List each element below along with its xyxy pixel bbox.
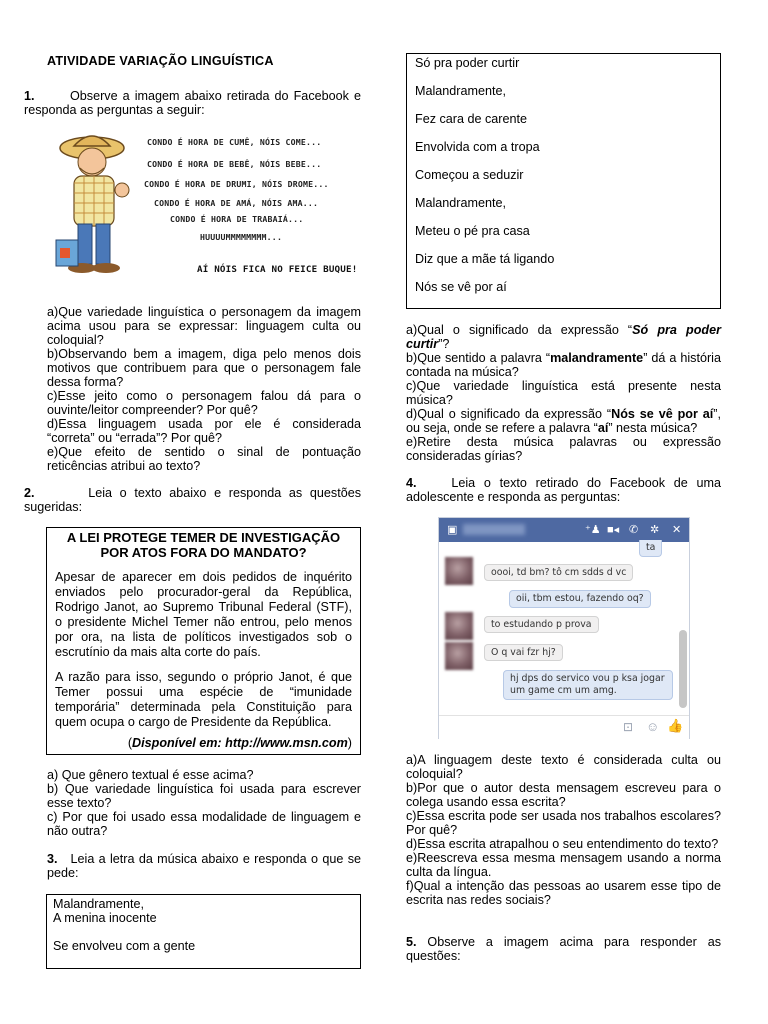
q1-question-b: b)Observando bem a imagem, diga pelo menos dois motivos que contribuem para que o personagem fale dessa forma? <box>47 347 361 389</box>
close-icon: ✕ <box>672 524 682 536</box>
q1-question-c: c)Esse jeito como o personagem falou dá para o ouvinte/leitor compreender? Por quê? <box>47 389 361 417</box>
cartoon-line-2: CONDO É HORA DE BEBÊ, NÓIS BEBE... <box>147 159 322 169</box>
q5-number: 5. <box>406 935 417 949</box>
thumbs-up-icon[interactable]: 👍 <box>667 718 684 733</box>
cartoon-line-1: CONDO É HORA DE CUMÊ, NÓIS COME... <box>147 137 322 147</box>
question-1 <box>24 89 361 117</box>
lyric-line: Só pra poder curtir <box>415 56 520 70</box>
chat-window-icon: ▣ <box>447 524 458 536</box>
q3-question-d: d)Qual o significado da expressão “Nós se vê por aí”, ou seja, onde se refere a palavra “aí” nesta música? <box>406 407 721 435</box>
contact-name-blurred <box>463 524 525 535</box>
q4-question-d: d)Essa escrita atrapalhou o seu entendimento do texto? <box>406 837 719 851</box>
q2-intro-text: Leia o texto abaixo e responda as questões sugeridas: <box>24 486 362 514</box>
incoming-message: to estudando p prova <box>484 616 599 633</box>
q1-question-e: e)Que efeito de sentido o sinal de pontuação reticências atribui ao texto? <box>47 445 361 473</box>
q1-question-a: a)Que variedade linguística o personagem da imagem acima usou para se expressar: linguagem culta ou coloquial? <box>47 305 361 347</box>
cartoon-line-7: AÍ NÓIS FICA NO FEICE BUQUE! <box>197 264 358 275</box>
q2-number: 2. <box>24 486 35 500</box>
q2-intro <box>24 486 361 514</box>
page-title: ATIVIDADE VARIAÇÃO LINGUÍSTICA <box>47 54 274 68</box>
facebook-chat-screenshot <box>438 517 690 739</box>
add-friend-icon: ⁺♟ <box>585 524 601 536</box>
q1-questions <box>47 305 361 473</box>
q3-questions <box>406 323 721 463</box>
q3-intro-text: Leia a letra da música abaixo e responda o que se pede: <box>47 852 361 880</box>
q5-intro <box>406 935 721 963</box>
outgoing-message: oii, tbm estou, fazendo oq? <box>509 590 651 608</box>
q1-question-d: d)Essa linguagem usada por ele é considerada “correta” ou “errada”? Por quê? <box>47 417 361 445</box>
chat-messages-area <box>439 542 689 715</box>
cartoon-line-5: CONDO É HORA DE TRABAIÁ... <box>170 214 304 224</box>
q3-question-a: a)Qual o significado da expressão “Só pra poder curtir”? <box>406 323 721 351</box>
cartoon-line-4: CONDO É HORA DE AMÁ, NÓIS AMA... <box>154 198 319 208</box>
q4-question-a: a)A linguagem deste texto é considerada culta ou coloquial? <box>406 753 721 781</box>
q1-number: 1. <box>24 89 35 103</box>
q2-question-b: b) Que variedade linguística foi usada para escrever esse texto? <box>47 782 361 810</box>
incoming-message: oooi, td bm? tô cm sdds d vc <box>484 564 633 581</box>
avatar <box>445 612 473 640</box>
q2-questions <box>47 768 361 838</box>
q1-intro-text: Observe a imagem abaixo retirada do Facebook e responda as perguntas a seguir: <box>24 89 361 117</box>
farmer-cartoon-image <box>52 128 362 280</box>
q4-intro-text: Leia o texto retirado do Facebook de uma adolescente e responda as perguntas: <box>406 476 721 504</box>
q2-question-c: c) Por que foi usado essa modalidade de linguagem e não outra? <box>47 810 361 838</box>
avatar <box>445 557 473 585</box>
farmer-character-icon <box>52 128 162 280</box>
news-text-box <box>46 527 361 755</box>
lyric-line <box>53 925 354 939</box>
lyric-line: Malandramente, <box>415 196 507 210</box>
q1-intro <box>24 89 361 117</box>
lyric-line: Malandramente, <box>415 84 507 98</box>
news-paragraph-1: Apesar de aparecer em dois pedidos de inquérito enviados pelo procurador-geral da República, Rodrigo Janot, ao Supremo Tribunal Federal (STF), o presidente Michel Temer não entrou, pelo menos por ora, na lista de políticos investigados sob o escrutínio da mais alta corte do país. <box>55 570 352 659</box>
news-source-url: Disponível em: http://www.msn.com <box>132 736 348 750</box>
q3-question-b: b)Que sentido a palavra “malandramente” dá a história contada na música? <box>406 351 721 379</box>
outgoing-message: hj dps do servico vou p ksa jogar um game cm um amg. <box>503 670 673 700</box>
chat-input-bar[interactable] <box>439 715 689 740</box>
lyric-line: A menina inocente <box>53 911 157 925</box>
lyric-line: Começou a seduzir <box>415 168 524 182</box>
cartoon-line-6: HUUUUMMMMMMMM... <box>200 232 283 242</box>
lyric-line: Diz que a mãe tá ligando <box>415 252 555 266</box>
avatar <box>445 642 473 670</box>
news-paragraph-2: A razão para isso, segundo o próprio Janot, é que Temer possui uma espécie de “imunidade temporária” determinada pela Constituição para quem ocupa o cargo de Presidente da República. <box>55 670 352 729</box>
q4-intro <box>406 476 721 504</box>
q3-question-c: c)Que variedade linguística está presente nesta música? <box>406 379 721 407</box>
partial-message-bubble: ta <box>639 540 662 557</box>
camera-icon[interactable]: ⊡ <box>623 720 634 734</box>
lyric-line: Meteu o pé pra casa <box>415 224 530 238</box>
lyrics-box-part-2 <box>406 53 721 309</box>
chat-scrollbar[interactable] <box>679 630 687 708</box>
lyric-line: Envolvida com a tropa <box>415 140 540 154</box>
lyric-line: Fez cara de carente <box>415 112 528 126</box>
q3-question-e: e)Retire desta música palavras ou expressão consideradas gírias? <box>406 435 721 463</box>
lyric-line: Nós se vê por aí <box>415 280 507 294</box>
q4-question-f: f)Qual a intenção das pessoas ao usarem esse tipo de escrita nas redes sociais? <box>406 879 721 907</box>
phone-icon: ✆ <box>629 524 639 536</box>
q4-question-b: b)Por que o autor desta mensagem escreveu para o colega usando essa escrita? <box>406 781 721 809</box>
incoming-message: O q vai fzr hj? <box>484 644 563 661</box>
gear-icon: ✲ <box>650 524 660 536</box>
q4-question-e: e)Reescreva essa mesma mensagem usando a norma culta da língua. <box>406 851 721 879</box>
news-headline: A LEI PROTEGE TEMER DE INVESTIGAÇÃO POR ATOS FORA DO MANDATO? <box>66 530 341 560</box>
q3-intro <box>47 852 361 880</box>
video-call-icon: ■◂ <box>607 524 620 536</box>
q4-number: 4. <box>406 476 417 490</box>
lyric-line: Malandramente, <box>53 897 145 911</box>
lyric-line: Se envolveu com a gente <box>53 939 196 953</box>
emoji-icon[interactable]: ☺ <box>646 719 660 734</box>
q4-questions <box>406 753 721 907</box>
lyrics-box-part-1 <box>46 894 361 969</box>
chat-header <box>439 518 689 542</box>
news-source: (Disponível em: http://www.msn.com) <box>127 736 352 750</box>
q4-question-c: c)Essa escrita pode ser usada nos trabalhos escolares? Por quê? <box>406 809 721 837</box>
q2-question-a: a) Que gênero textual é esse acima? <box>47 768 254 782</box>
q5-intro-text: Observe a imagem acima para responder as questões: <box>406 935 721 963</box>
q3-number: 3. <box>47 852 58 866</box>
cartoon-line-3: CONDO É HORA DE DRUMI, NÓIS DROME... <box>144 179 329 189</box>
